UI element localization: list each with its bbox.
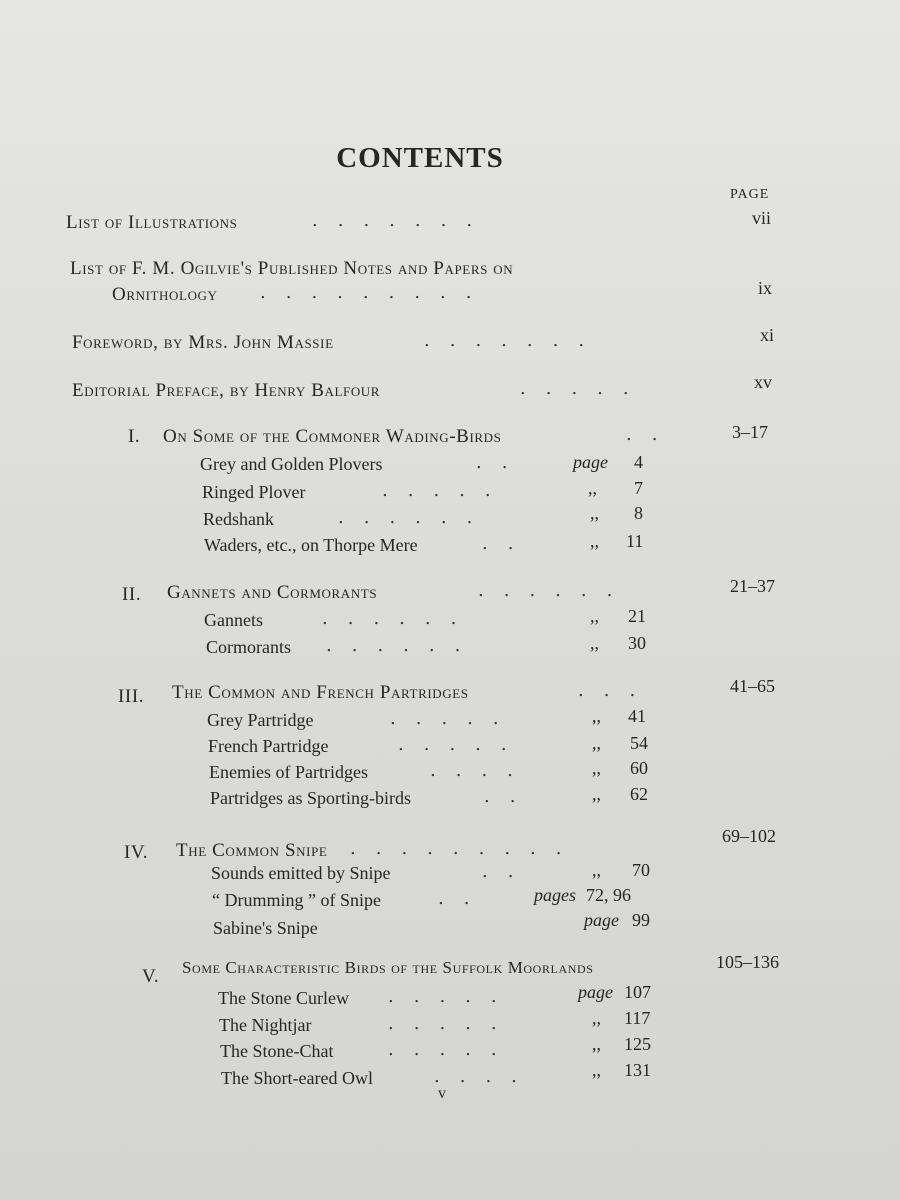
leader-dots: ..	[438, 888, 490, 909]
toc-entry-illustrations: List of Illustrations	[66, 212, 238, 233]
subentry-label: The Stone-Chat	[220, 1041, 334, 1061]
chapter-title: On Some of the Commoner Wading-Birds	[163, 426, 502, 447]
subentry-page: 125	[624, 1034, 651, 1054]
leader-dots: ..	[476, 452, 528, 473]
toc-page-number: xi	[760, 325, 775, 345]
subentry-page: 4	[634, 452, 643, 472]
leader-dots: ....	[434, 1066, 537, 1087]
chapter-numeral: III.	[118, 686, 145, 707]
leader-dots: ..	[482, 533, 534, 554]
chapter-pages: 21–37	[730, 576, 775, 596]
chapter-numeral: IV.	[124, 842, 149, 863]
chapter-pages: 105–136	[716, 952, 779, 972]
leader-dots: ...	[578, 680, 656, 701]
chapter-title: Some Characteristic Birds of the Suffolk Moorlands	[182, 958, 594, 977]
subentry-marker: ,,	[590, 633, 599, 653]
chapter-numeral: V.	[142, 966, 160, 987]
subentry-marker: ,,	[590, 503, 599, 523]
subentry-label: Ringed Plover	[202, 482, 306, 502]
subentry-label: Cormorants	[206, 637, 291, 657]
subentry-label: The Nightjar	[219, 1015, 312, 1035]
subentry-marker: ,,	[592, 1060, 601, 1080]
leader-dots: ......	[322, 608, 477, 629]
chapter-pages: 3–17	[732, 422, 768, 442]
chapter-numeral: II.	[122, 584, 142, 605]
toc-entry-published-notes: List of F. M. Ogilvie's Published Notes and Papers on	[70, 258, 514, 279]
chapter-numeral: I.	[128, 426, 141, 447]
subentry-label: The Short-eared Owl	[221, 1068, 373, 1088]
subentry-marker: ,,	[592, 860, 601, 880]
subentry-marker: ,,	[592, 706, 601, 726]
leader-dots: .....	[388, 1013, 517, 1034]
subentry-label: Grey and Golden Plovers	[200, 454, 383, 474]
subentry-marker: ,,	[592, 1034, 601, 1054]
subentry-label: Partridges as Sporting-birds	[210, 788, 411, 808]
subentry-page: 41	[628, 706, 646, 726]
subentry-marker: ,,	[592, 758, 601, 778]
subentry-marker: ,,	[590, 531, 599, 551]
chapter-pages: 41–65	[730, 676, 775, 696]
toc-entry-preface: Editorial Preface, by Henry Balfour	[72, 380, 381, 401]
leader-dots: ..	[482, 861, 534, 882]
subentry-label: The Stone Curlew	[218, 988, 349, 1008]
leader-dots: ..	[626, 424, 678, 445]
page-title: CONTENTS	[336, 142, 504, 174]
chapter-pages: 69–102	[722, 826, 776, 846]
subentry-page: 7	[634, 478, 643, 498]
subentry-page: 107	[624, 982, 651, 1002]
subentry-label: Sounds emitted by Snipe	[211, 863, 391, 883]
subentry-marker: ,,	[592, 733, 601, 753]
subentry-label: Enemies of Partridges	[209, 762, 368, 782]
subentry-marker: ,,	[588, 478, 597, 498]
leader-dots: ......	[338, 507, 493, 528]
leader-dots: ......	[478, 580, 633, 601]
leader-dots: .......	[424, 330, 605, 351]
subentry-marker: ,,	[592, 784, 601, 804]
subentry-marker: ,,	[592, 1008, 601, 1028]
subentry-label: French Partridge	[208, 736, 329, 756]
subentry-page: 131	[624, 1060, 651, 1080]
subentry-marker: pages	[534, 885, 576, 905]
subentry-page: 11	[626, 531, 644, 551]
subentry-label: Waders, etc., on Thorpe Mere	[204, 535, 418, 555]
subentry-label: Sabine's Snipe	[213, 918, 318, 938]
chapter-title: The Common and French Partridges	[172, 682, 469, 703]
leader-dots: ....	[430, 760, 533, 781]
leader-dots: .......	[312, 210, 493, 231]
subentry-label: “ Drumming ” of Snipe	[212, 890, 381, 910]
subentry-marker: ,,	[590, 606, 599, 626]
toc-entry-published-notes-cont: Ornithology	[112, 284, 218, 305]
subentry-label: Gannets	[204, 610, 263, 630]
subentry-marker: page	[573, 452, 608, 472]
toc-entry-foreword: Foreword, by Mrs. John Massie	[72, 332, 334, 353]
toc-page-number: xv	[754, 372, 772, 392]
subentry-label: Redshank	[203, 509, 274, 529]
subentry-page: 54	[630, 733, 648, 753]
subentry-page: 99	[632, 910, 650, 930]
leader-dots: .....	[520, 378, 649, 399]
subentry-page: 117	[624, 1008, 651, 1028]
subentry-page: 60	[630, 758, 648, 778]
leader-dots: ..	[484, 786, 536, 807]
leader-dots: .....	[390, 708, 519, 729]
page-folio: v	[438, 1085, 446, 1102]
leader-dots: .....	[398, 734, 527, 755]
leader-dots: .........	[260, 282, 492, 303]
leader-dots: ......	[326, 635, 481, 656]
chapter-title: The Common Snipe	[176, 840, 328, 861]
chapter-title: Gannets and Cormorants	[167, 582, 378, 603]
page-column-header: PAGE	[730, 187, 770, 202]
subentry-page: 72, 96	[586, 885, 631, 905]
leader-dots: .....	[388, 1039, 517, 1060]
subentry-marker: page	[578, 982, 613, 1002]
toc-page-number: ix	[758, 278, 773, 298]
subentry-page: 62	[630, 784, 648, 804]
subentry-page: 8	[634, 503, 643, 523]
subentry-marker: page	[584, 910, 619, 930]
subentry-page: 21	[628, 606, 646, 626]
leader-dots: .........	[350, 838, 582, 859]
subentry-page: 70	[632, 860, 650, 880]
leader-dots: .....	[388, 986, 517, 1007]
subentry-label: Grey Partridge	[207, 710, 314, 730]
leader-dots: .....	[382, 480, 511, 501]
subentry-page: 30	[628, 633, 646, 653]
toc-page-number: vii	[752, 208, 772, 228]
